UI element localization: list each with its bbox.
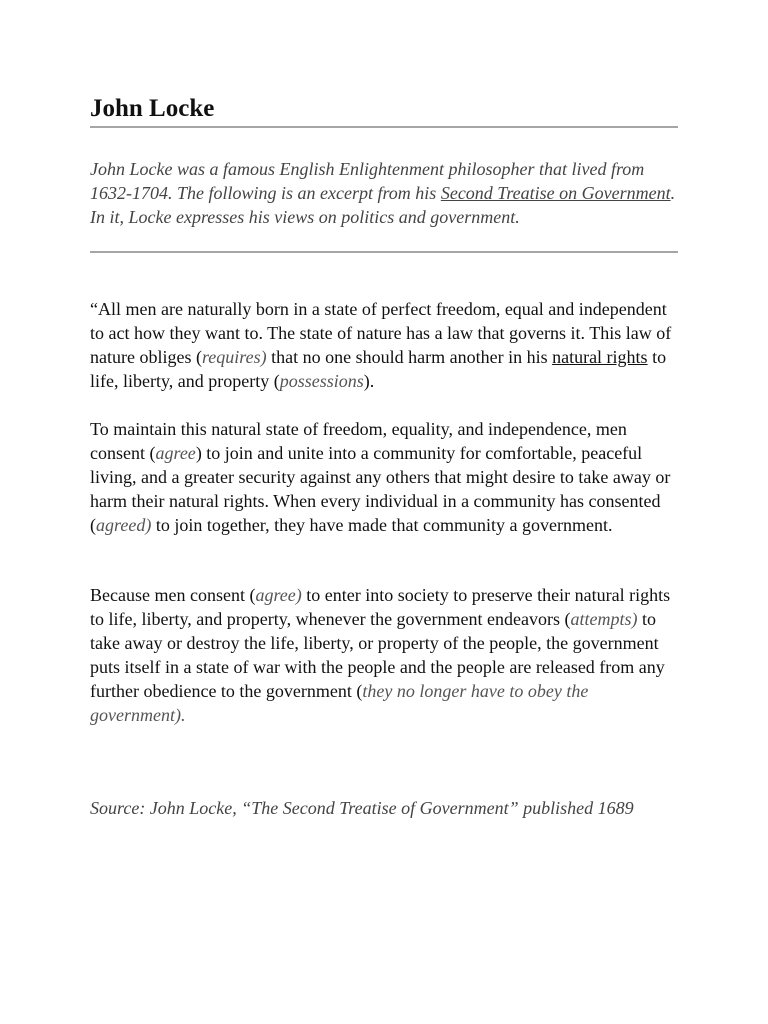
p2-gloss-1: agree — [155, 443, 196, 463]
p1-gloss-1: requires) — [201, 347, 267, 367]
p1-text-4: ). — [363, 371, 375, 391]
page-title: John Locke — [90, 95, 215, 122]
title-divider — [90, 126, 678, 128]
intro-text-before: John Locke was a famous English Enlightenment philosopher that lived from 1632-1704. The following is an excerpt from his — [90, 159, 645, 203]
p1-text-1: “All men are naturally born in a state of perfect freedom, equal and independent to act how they want to. The state of nature has a law that governs it. This law of nature obliges ( — [90, 299, 672, 367]
p3-gloss-2: attempts) — [570, 609, 638, 629]
p1-text-2: that no one should harm another in his — [266, 347, 553, 367]
p2-text-1: To maintain this natural state of freedom, equality, and independence, men consent ( — [90, 419, 627, 463]
source-citation: Source: John Locke, “The Second Treatise of Government” published 1689 — [90, 798, 634, 818]
p1-term-natural-rights: natural rights — [552, 347, 648, 367]
intro-work-title: Second Treatise on Government — [440, 183, 671, 203]
p3-gloss-1: agree) — [255, 585, 302, 605]
p1-gloss-2: possessions — [279, 371, 364, 391]
excerpt-paragraph-2 — [90, 417, 685, 537]
excerpt-paragraph-1 — [90, 297, 685, 393]
p3-text-1: Because men consent ( — [90, 585, 256, 605]
intro-text-after: . In it, Locke expresses his views on politics and government. — [90, 183, 676, 227]
p3-text-3: to take away or destroy the life, liberty, or property of the people, the government puts itself in a state of war with the people and the people are released from any further obedience to the government ( — [90, 609, 665, 701]
p3-text-2: to enter into society to preserve their natural rights to life, liberty, and property, whenever the government endeavors ( — [90, 585, 671, 629]
intro-divider — [90, 251, 678, 253]
p1-text-3: to life, liberty, and property ( — [90, 347, 667, 391]
excerpt-paragraph-3 — [90, 583, 685, 727]
p2-text-3: to join together, they have made that community a government. — [151, 515, 613, 535]
intro-paragraph — [90, 157, 680, 229]
p2-text-2: ) to join and unite into a community for comfortable, peaceful living, and a greater security against any others that might desire to take away or harm their natural rights. When every individual in a community has consented ( — [90, 443, 671, 535]
p3-gloss-3: they no longer have to obey the government). — [90, 681, 589, 725]
p2-gloss-2: agreed) — [96, 515, 152, 535]
